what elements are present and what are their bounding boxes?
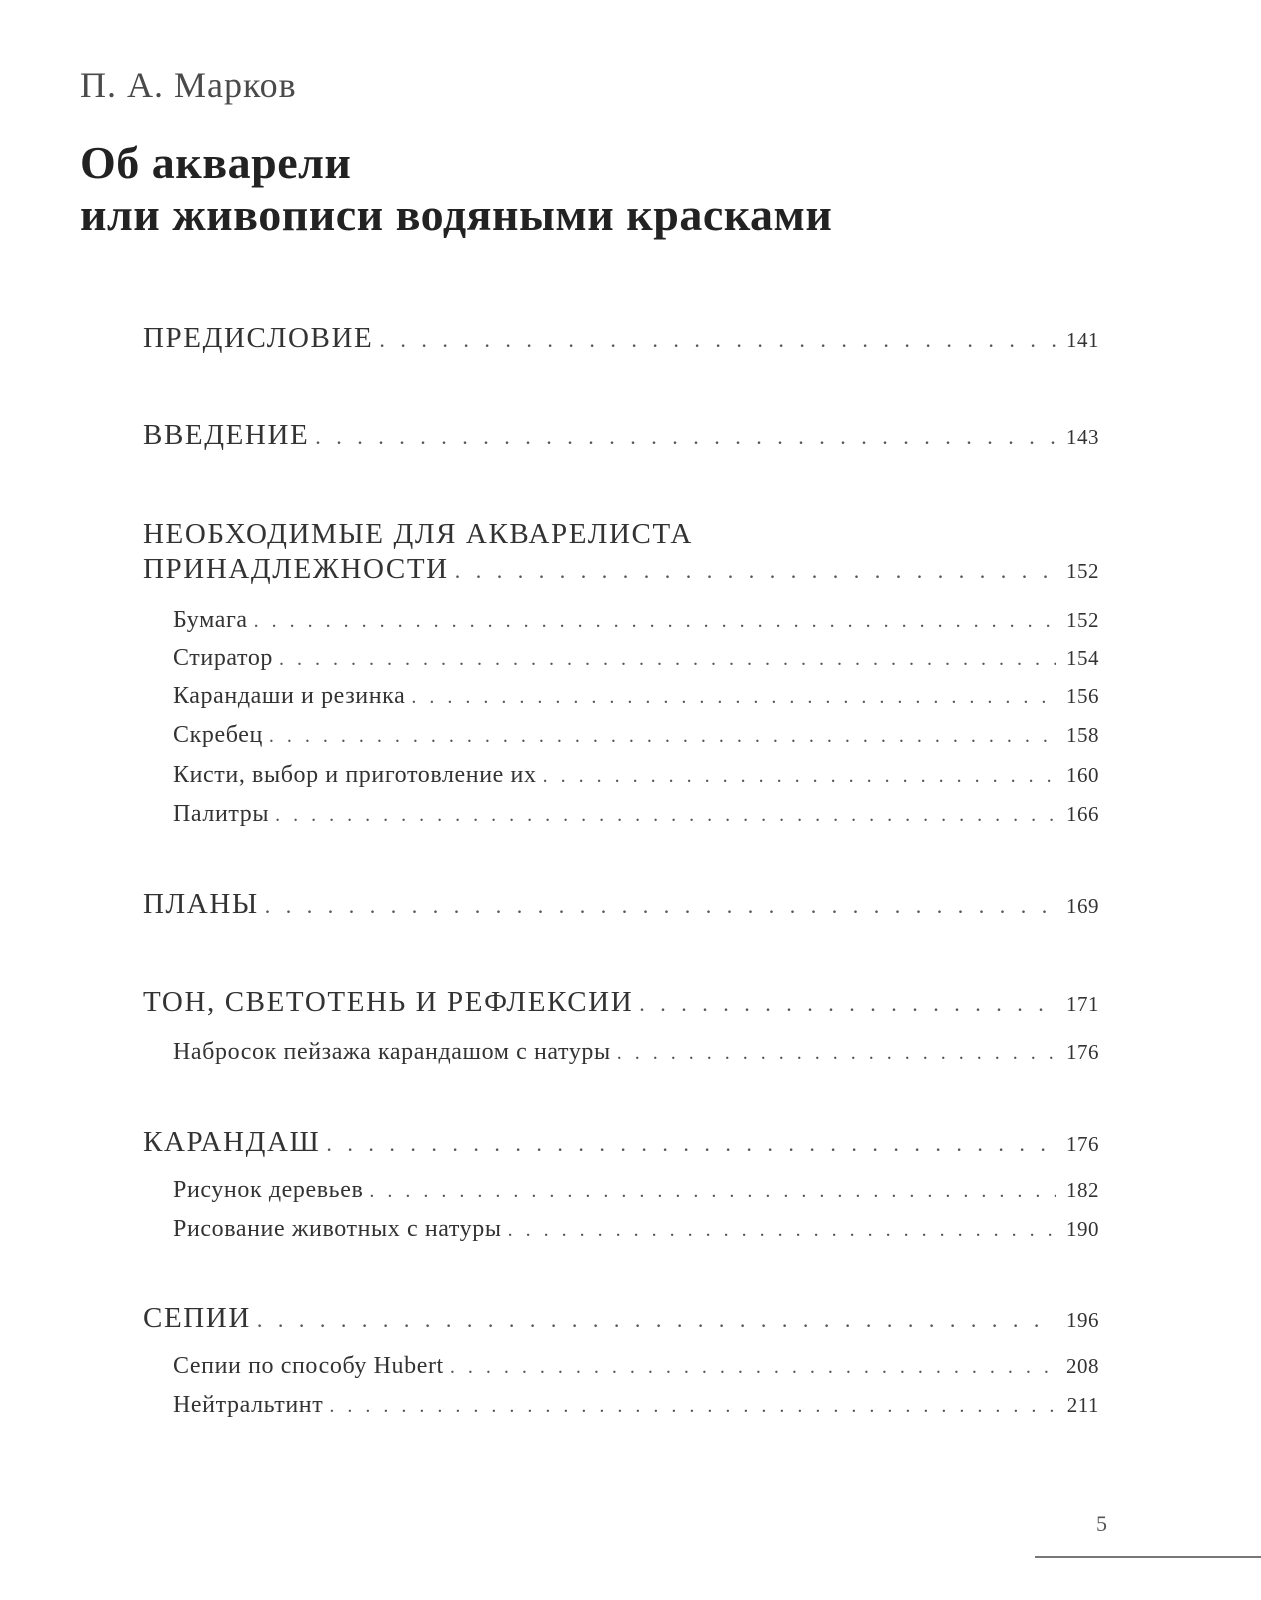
- toc-entry-label: КАРАНДАШ: [143, 1126, 321, 1158]
- toc-subentry-label: Стиратор: [173, 645, 274, 671]
- toc-entry-page: 143: [1066, 425, 1099, 449]
- toc-subentry-page: 182: [1066, 1178, 1099, 1202]
- toc-subentry-page: 152: [1066, 608, 1099, 632]
- dot-leader: [455, 558, 1056, 584]
- toc-entry-preface[interactable]: [143, 322, 1099, 355]
- toc-subentry-label: Сепии по способу Hubert: [173, 1353, 444, 1379]
- title-line-1: Об акварели: [80, 137, 352, 188]
- dot-leader: [617, 1042, 1056, 1065]
- toc-entry-tone[interactable]: [143, 986, 1099, 1019]
- toc-subentry-page: 160: [1066, 763, 1099, 787]
- dot-leader: [269, 725, 1056, 748]
- dot-leader: [543, 765, 1056, 788]
- dot-leader: [254, 610, 1056, 633]
- toc-subentry-page: 208: [1066, 1354, 1099, 1378]
- toc-subentry[interactable]: [173, 1353, 1099, 1380]
- toc-entry-page: 169: [1066, 894, 1099, 918]
- dot-leader: [369, 1180, 1056, 1203]
- footer-rule: [1035, 1556, 1261, 1558]
- toc-entry-sepia[interactable]: [143, 1302, 1099, 1335]
- dot-leader: [639, 991, 1056, 1017]
- dot-leader: [257, 1307, 1056, 1333]
- toc-subentry-label: Бумага: [173, 607, 248, 633]
- dot-leader: [275, 804, 1056, 827]
- toc-entry-page: 152: [1066, 559, 1099, 583]
- dot-leader: [450, 1356, 1056, 1379]
- toc-subentry[interactable]: [173, 1177, 1099, 1204]
- toc-entry-intro[interactable]: [143, 419, 1099, 452]
- toc-entry-plans[interactable]: [143, 888, 1099, 921]
- toc-subentry-label: Рисование животных с натуры: [173, 1216, 502, 1242]
- toc-subentry[interactable]: [173, 801, 1099, 828]
- toc-subentry[interactable]: [173, 683, 1099, 710]
- dot-leader: [329, 1395, 1056, 1418]
- toc-subentry[interactable]: [173, 607, 1099, 634]
- toc-entry-page: 176: [1066, 1132, 1099, 1156]
- toc-subentry[interactable]: [173, 645, 1099, 672]
- title-line-2: или живописи водяными красками: [80, 189, 833, 240]
- toc-entry-label: ПЛАНЫ: [143, 888, 259, 920]
- toc-subentry-page: 154: [1066, 646, 1099, 670]
- toc-subentry[interactable]: [173, 1216, 1099, 1243]
- toc-entry-label: ПРИНАДЛЕЖНОСТИ: [143, 553, 449, 585]
- dot-leader: [326, 1131, 1056, 1157]
- toc-subentry-page: 158: [1066, 723, 1099, 747]
- toc-subentry[interactable]: [173, 1039, 1099, 1066]
- page-number: 5: [1096, 1511, 1107, 1536]
- toc-subentry-label: Набросок пейзажа карандашом с натуры: [173, 1039, 611, 1065]
- toc-subentry-page: 156: [1066, 684, 1099, 708]
- toc-subentry-label: Рисунок деревьев: [173, 1177, 364, 1203]
- toc-subentry-page: 176: [1066, 1040, 1099, 1064]
- toc-entry-label: СЕПИИ: [143, 1302, 251, 1334]
- dot-leader: [411, 686, 1056, 709]
- toc-entry-label: ТОН, СВЕТОТЕНЬ И РЕФЛЕКСИИ: [143, 986, 634, 1018]
- toc-entry-pencil[interactable]: [143, 1126, 1099, 1159]
- toc-subentry[interactable]: [173, 1392, 1099, 1419]
- toc-subentry-label: Скребец: [173, 722, 263, 748]
- toc-entry-page: 196: [1066, 1308, 1099, 1332]
- toc-entry-supplies[interactable]: [143, 553, 1099, 586]
- author-name: П. А. Марков: [80, 65, 297, 105]
- toc-subentry-page: 190: [1066, 1217, 1099, 1241]
- toc-subentry-page: 166: [1066, 802, 1099, 826]
- toc-entry-label: ПРЕДИСЛОВИЕ: [143, 322, 374, 354]
- toc-subentry-label: Кисти, выбор и приготовление их: [173, 762, 537, 788]
- toc-subentry[interactable]: [173, 722, 1099, 749]
- toc-entry-label: ВВЕДЕНИЕ: [143, 419, 310, 451]
- toc-subentry-label: Нейтральтинт: [173, 1392, 324, 1418]
- toc-subentry-label: Палитры: [173, 801, 270, 827]
- toc-entry-page: 141: [1066, 328, 1099, 352]
- toc-subentry-label: Карандаши и резинка: [173, 683, 406, 709]
- dot-leader: [508, 1219, 1056, 1242]
- toc-entry-page: 171: [1066, 992, 1099, 1016]
- dot-leader: [265, 893, 1056, 919]
- toc-subentry[interactable]: [173, 762, 1099, 789]
- dot-leader: [279, 648, 1056, 671]
- toc-subentry-page: 211: [1066, 1393, 1099, 1417]
- dot-leader: [379, 327, 1056, 353]
- dot-leader: [315, 424, 1056, 450]
- toc-entry-supplies-line-1: НЕОБХОДИМЫЕ ДЛЯ АКВАРЕЛИСТА: [143, 518, 693, 550]
